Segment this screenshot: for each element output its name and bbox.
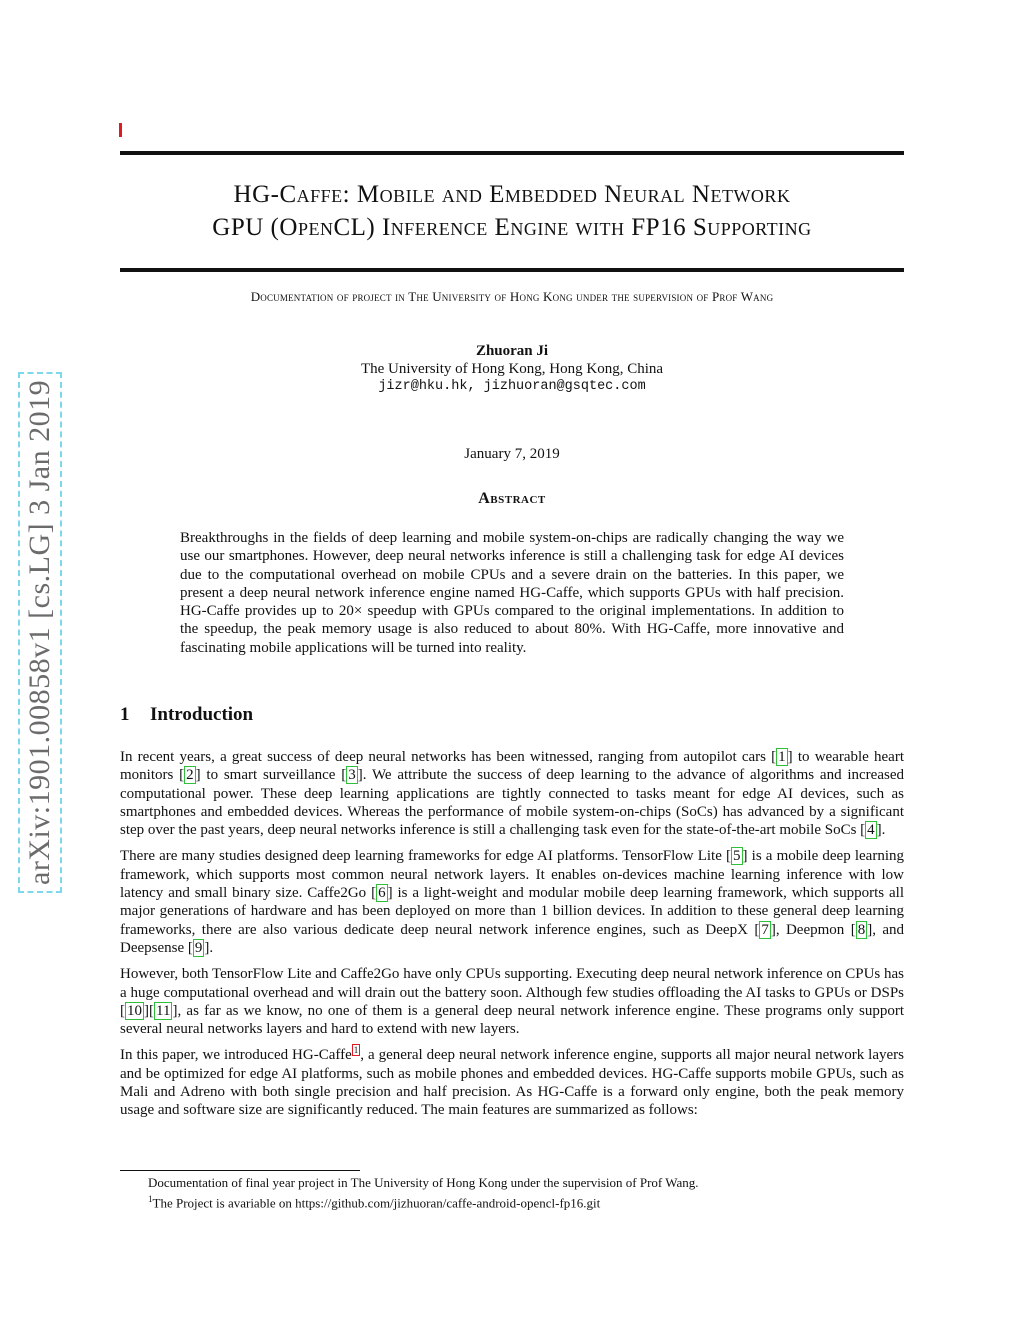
citation-link[interactable]: 9 bbox=[194, 939, 203, 956]
footnote-rule bbox=[120, 1170, 360, 1171]
citation-link[interactable]: 10 bbox=[127, 1002, 142, 1019]
abstract-heading: Abstract bbox=[478, 490, 546, 507]
author-affiliation: The University of Hong Kong, Hong Kong, China bbox=[360, 361, 664, 377]
citation-link[interactable]: 11 bbox=[156, 1002, 171, 1019]
abstract-text: Breakthroughs in the fields of deep learning and mobile system-on-chips are radically changing the way we use our smartphones. However, deep neural networks inference is still a challenging task for edge AI devices due to the computational overhead on mobile CPUs and a severe drain on the batteries. In this paper, we present a deep neural network inference engine named HG-Caffe, which supports GPUs with half precision. HG-Caffe provides up to 20× speedup with GPUs compared to the original implementations. In addition to the speedup, the peak memory usage is also reduced to about 80%. With HG-Caffe, more innovative and fascinating mobile applications will be turned into reality. bbox=[180, 530, 844, 656]
section-heading-introduction bbox=[120, 704, 253, 726]
citation-link[interactable]: 5 bbox=[733, 848, 741, 865]
citation-link[interactable]: 1 bbox=[778, 749, 786, 765]
author-block bbox=[120, 342, 904, 396]
citation-link[interactable]: 4 bbox=[867, 822, 875, 839]
citation-link[interactable]: 6 bbox=[378, 885, 386, 902]
citation-link[interactable]: 2 bbox=[186, 767, 194, 784]
title-top-rule bbox=[120, 151, 904, 155]
paragraph-2: There are many studies designed deep learning frameworks for edge AI platforms. TensorFlow Lite [ 5 ] is a mobile deep learning framework, which supports most common neural network layers. It enables on-devices machine learning inference with low latency and small binary size. Caffe2Go [ 6 ] is a light-weight and modular mobile deep learning framework, which supports all major generations of hardware and has been deployed on more than 1 billion devices. In addition to these general deep learning frameworks, there are also various dedicate deep neural network inference engines, such as DeepX [ 7 ], Deepmon [ 8 ], and Deepsense [ 9 ]. bbox=[120, 848, 904, 956]
footnote-marker: 1 bbox=[148, 1194, 153, 1204]
footnote-1-text: The Project is avariable on https://github.com/jizhuoran/caffe-android-opencl-fp16.git bbox=[152, 1195, 601, 1211]
citation-link[interactable]: 8 bbox=[857, 921, 866, 938]
arxiv-identifier-stamp[interactable]: arXiv:1901.00858v1 [cs.LG] 3 Jan 2019 bbox=[18, 372, 62, 893]
footnote-1 bbox=[120, 1191, 904, 1211]
paper-date: January 7, 2019 bbox=[464, 446, 560, 462]
author-name: Zhuoran Ji bbox=[475, 343, 549, 359]
author-emails[interactable]: jizr@hku.hk, jizhuoran@gsqtec.com bbox=[378, 379, 646, 394]
title-line-2: GPU (OpenCL) Inference Engine with FP16 Supporting bbox=[212, 214, 812, 241]
paper-title bbox=[120, 178, 904, 244]
paragraph-4: In this paper, we introduced HG-Caffe $^1$ , a general deep neural network inference engine, supports all major neural network layers and be optimized for edge AI platforms, such as mobile phones and embedded devices. HG-Caffe supports mobile GPUs, such as Mali and Adreno with both single precision and half precision. As HG-Caffe is a forward only engine, both the peak memory usage and software size are significantly reduced. The main features are summarized as follows: bbox=[120, 1045, 904, 1119]
paragraph-1: In recent years, a great success of deep neural networks has been witnessed, ranging from autopilot cars [ 1 ] to wearable heart monitors [ 2 ] to smart surveillance [ 3 ]. We attribute the success of deep learning to the advance of algorithms and increased computational power. These deep learning applications are tightly connected to tasks meant for edge AI devices, such as smartphones and embedded devices. Whereas the performance of mobile system-on-chips (SoCs) has advanced by a significant step over the past years, deep neural networks inference is still a challenging task even for the state-of-the-art mobile SoCs [ 4 ]. bbox=[120, 749, 904, 839]
section-title: Introduction bbox=[150, 704, 254, 725]
section-number: 1 bbox=[120, 704, 130, 725]
title-line-1: HG-Caffe: Mobile and Embedded Neural Network bbox=[233, 181, 791, 208]
citation-link[interactable]: 3 bbox=[348, 767, 356, 784]
paper-subtitle: Documentation of project in The University of Hong Kong under the supervision of Prof Wang bbox=[250, 289, 774, 304]
title-bottom-rule bbox=[120, 268, 904, 272]
footnote-0: Documentation of final year project in The University of Hong Kong under the supervision of Prof Wang. bbox=[148, 1175, 699, 1190]
footnote-link[interactable]: 1 bbox=[353, 1045, 359, 1056]
introduction-body bbox=[120, 748, 904, 1128]
citation-link[interactable]: 7 bbox=[761, 921, 769, 938]
red-margin-mark bbox=[119, 123, 122, 137]
footnotes bbox=[120, 1174, 904, 1211]
paragraph-3: However, both TensorFlow Lite and Caffe2Go have only CPUs supporting. Executing deep neural network inference on CPUs has a huge computational overhead and will drain out the battery soon. Although few studies offloading the AI tasks to GPUs or DSPs [ 10 ][ 11 ], as far as we know, no one of them is a general deep neural network inference engine. These programs only support several neural networks layers and hard to extend with new layers. bbox=[120, 966, 904, 1038]
